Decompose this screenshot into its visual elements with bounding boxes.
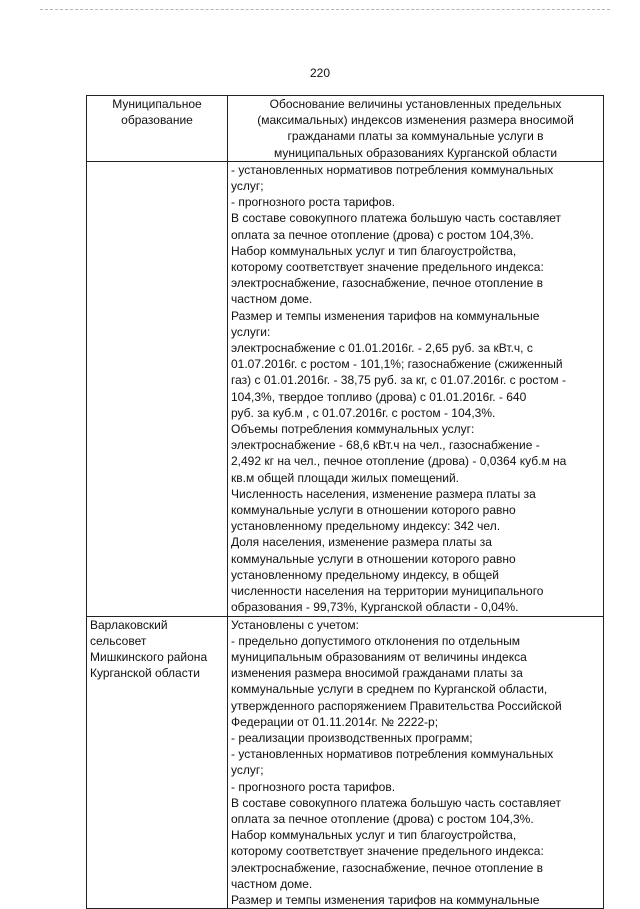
text-line: коммунальные услуги в среднем по Курганской области, [231, 682, 548, 697]
municipality-line: Варлаковский [90, 617, 168, 632]
text-line: электроснабжение, газоснабжение, печное отопление в [231, 860, 543, 875]
header-justification-line: (максимальных) индексов изменения размера вносимой [257, 113, 574, 128]
text-line: Набор коммунальных услуг и тип благоустройства, [231, 828, 517, 843]
text-line: численности населения на территории муниципального [231, 584, 544, 599]
text-line: электроснабжение, газоснабжение, печное отопление в [231, 276, 543, 291]
text-line: услуг; [231, 179, 264, 194]
municipality-line: Курганской области [90, 666, 200, 681]
text-line: муниципальным образованиям от величины индекса [231, 649, 527, 664]
header-justification [228, 96, 604, 162]
text-line: услуг; [231, 763, 264, 778]
text-line: - установленных нормативов потребления коммунальных [231, 747, 554, 762]
text-line: газ) с 01.01.2016г. - 38,75 руб. за кг, с 01.07.2016г. с ростом - [231, 373, 566, 388]
header-municipality [87, 96, 228, 162]
text-line: - установленных нормативов потребления коммунальных [231, 162, 554, 177]
municipality-cell [87, 161, 228, 616]
text-line: В составе совокупного платежа большую часть составляет [231, 211, 562, 226]
text-line: установленному предельному индексу, в общей [231, 567, 499, 582]
header-justification-line: гражданами платы за коммунальные услуги в [287, 129, 544, 144]
text-line: образования - 99,73%, Курганской области - 0,04%. [231, 600, 519, 615]
text-line: утвержденного распоряжением Правительства Российской [231, 698, 562, 713]
header-justification-line: муниципальных образованиях Курганской области [273, 145, 558, 160]
header-municipality-line: Муниципальное [112, 97, 202, 111]
header-municipality-line: образование [121, 113, 193, 128]
text-line: изменения размера вносимой гражданами платы за [231, 666, 523, 681]
text-line: которому соответствует значение предельного индекса: [231, 844, 544, 859]
text-line: Федерации от 01.11.2014г. № 2222-р; [231, 714, 439, 729]
text-line: 2,492 кг на чел., печное отопление (дрова) - 0,0364 куб.м на [231, 454, 567, 469]
municipality-line: сельсовет [90, 633, 147, 648]
text-line: - прогнозного роста тарифов. [231, 195, 396, 210]
text-line: Размер и темпы изменения тарифов на коммунальные [231, 892, 540, 907]
header-justification-line: Обоснование величины установленных предельных [269, 97, 562, 111]
text-line: - реализации производственных программ; [231, 730, 473, 745]
text-line: коммунальные услуги в отношении которого равно [231, 551, 516, 566]
page-number: 220 [309, 66, 331, 80]
municipality-line: Мишкинского района [90, 649, 208, 664]
scan-artifact-line [40, 9, 610, 10]
text-line: Доля населения, изменение размера платы за [231, 535, 492, 550]
text-line: Установлены с учетом: [231, 617, 359, 632]
text-line: В составе совокупного платежа большую часть составляет [231, 795, 562, 810]
text-line: оплата за печное отопление (дрова) с ростом 104,3%. [231, 811, 534, 826]
text-line: которому соответствует значение предельного индекса: [231, 260, 544, 275]
text-line: Численность населения, изменение размера платы за [231, 486, 536, 501]
text-line: руб. за куб.м , с 01.07.2016г. с ростом - 104,3%. [231, 405, 496, 420]
table-row [87, 616, 604, 909]
text-line: установленному предельному индексу: 342 чел. [231, 519, 501, 534]
text-line: Набор коммунальных услуг и тип благоустройства, [231, 243, 517, 258]
text-line: - предельно допустимого отклонения по отдельным [231, 633, 520, 648]
table-header-row [87, 96, 604, 162]
text-line: Размер и темпы изменения тарифов на коммунальные [231, 308, 540, 323]
justification-cell [228, 161, 604, 616]
table-row [87, 161, 604, 616]
text-line: кв.м общей площади жилых помещений. [231, 470, 459, 485]
text-line: оплата за печное отопление (дрова) с ростом 104,3%. [231, 227, 534, 242]
text-line: коммунальные услуги в отношении которого равно [231, 503, 516, 518]
text-line: частном доме. [231, 876, 313, 891]
municipality-cell [87, 616, 228, 909]
text-line: Объемы потребления коммунальных услуг: [231, 422, 475, 437]
text-line: частном доме. [231, 292, 313, 307]
tariff-justification-table [86, 95, 604, 909]
justification-cell [228, 616, 604, 909]
text-line: услуги: [231, 324, 271, 339]
text-line: электроснабжение с 01.01.2016г. - 2,65 руб. за кВт.ч, с [231, 341, 533, 356]
text-line: 104,3%, твердое топливо (дрова) с 01.01.2016г. - 640 [231, 389, 527, 404]
text-line: - прогнозного роста тарифов. [231, 779, 396, 794]
text-line: электроснабжение - 68,6 кВт.ч на чел., газоснабжение - [231, 438, 540, 453]
text-line: 01.07.2016г. с ростом - 101,1%; газоснабжение (сжиженный [231, 357, 563, 372]
